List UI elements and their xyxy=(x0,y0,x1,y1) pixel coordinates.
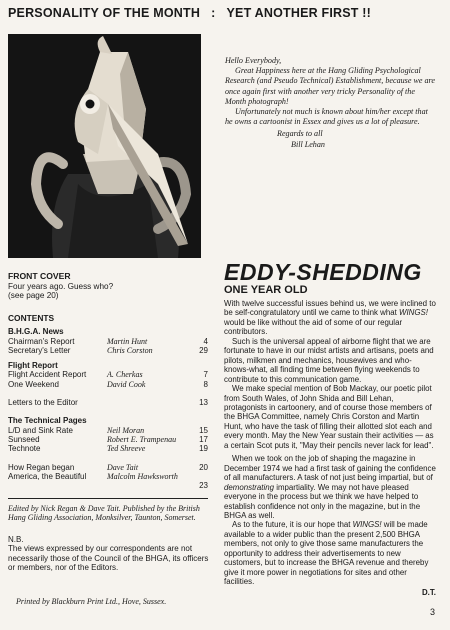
contents-row-page: 7 xyxy=(203,370,208,380)
article-body xyxy=(224,299,436,597)
contents-row-author: Martin Hunt xyxy=(107,336,148,346)
printer-credit: Printed by Blackburn Print Ltd., Hove, Sussex. xyxy=(16,597,167,606)
contents-row xyxy=(8,370,208,379)
contents-row xyxy=(8,472,208,481)
front-cover-heading: FRONT COVER xyxy=(8,271,71,281)
letter-salutation: Hello Everybody, xyxy=(225,56,282,65)
nb-label: N.B. xyxy=(8,535,24,544)
contents-row xyxy=(8,481,208,490)
contents-row-page: 23 xyxy=(199,481,208,491)
contents-row-title: One Weekend xyxy=(8,379,59,389)
emphasis: WINGS! xyxy=(352,520,382,530)
contents-row-author: Dave Tait xyxy=(107,462,139,472)
contents-row xyxy=(8,346,208,355)
contents-row xyxy=(8,463,208,472)
contents-row xyxy=(8,435,208,444)
front-cover-block xyxy=(8,272,208,301)
contents-row-page: 4 xyxy=(203,336,208,346)
article-initials: D.T. xyxy=(421,587,436,597)
page-number: 3 xyxy=(430,607,436,617)
contents-row-author: David Cook xyxy=(107,379,146,389)
article-title: EDDY-SHEDDING xyxy=(224,259,422,285)
contents-row xyxy=(8,426,208,435)
contents-row-author xyxy=(107,398,194,407)
front-cover-line-1: Four years ago. Guess who? xyxy=(8,281,114,291)
contents-row-page: 17 xyxy=(199,434,208,444)
paragraph-text: With twelve successful issues behind us, we were inclined to be self-congratulatory until we came to think what xyxy=(224,299,436,318)
contents-row-page: 19 xyxy=(199,444,208,454)
personality-photo xyxy=(8,34,201,258)
contents-row xyxy=(8,380,208,389)
contents-row-author xyxy=(107,481,194,490)
paragraph-text: will be made available to a wider public than the present 2,500 BHGA members, not only to give those same manufacturers the opportunity to address their advertisements to new customers, but to increase the BHGA revenue and thereby give it more power in negotiations for sites and other facilities. xyxy=(224,520,429,587)
contents-row-author: Robert E. Trampenau xyxy=(107,434,177,444)
page-header xyxy=(8,6,444,20)
contents-row-page: 8 xyxy=(203,379,208,389)
emphasis: demonstrating xyxy=(224,482,275,492)
contents-row-title: How Regan began xyxy=(8,462,75,472)
contents-block xyxy=(8,314,208,490)
contents-section-title: Flight Report xyxy=(8,361,58,371)
contents-row xyxy=(8,398,208,407)
header-right: YET ANOTHER FIRST !! xyxy=(226,6,372,20)
header-left: PERSONALITY OF THE MONTH xyxy=(8,6,201,20)
letter-signature: Bill Lehan xyxy=(291,139,325,149)
contents-row-title: Letters to the Editor xyxy=(8,398,78,408)
contents-row-author: Neil Moran xyxy=(107,425,145,435)
contents-row-page xyxy=(194,472,208,481)
contents-row-title: America, the Beautiful xyxy=(8,471,87,481)
contents-row-title: Chairman's Report xyxy=(8,336,75,346)
paragraph-text: As to the future, it is our hope that xyxy=(232,520,353,530)
emphasis: WINGS! xyxy=(399,308,428,318)
contents-row-page: 13 xyxy=(199,398,208,408)
contents-row-page: 20 xyxy=(199,462,208,472)
article-paragraph: We make special mention of Bob Mackay, our poetic pilot from South Wales, of John Shida and Bill Lehan, protagonists in cartoonery, and of course those members of the BHGA Committee, namely Chris Corston and Martin Hunt, who have the task of filling their allotted slot each and every month. May the New Year sustain their activities — as a certain Scot puts it, "May their pencils never lack for lead". xyxy=(224,384,434,450)
contents-heading: CONTENTS xyxy=(8,313,55,323)
contents-row xyxy=(8,337,208,346)
article-paragraph xyxy=(224,454,436,520)
contents-row-author: A. Cherkas xyxy=(107,370,143,380)
front-cover-line-2: (see page 20) xyxy=(8,291,59,301)
letter-regards: Regards to all xyxy=(277,129,323,139)
paragraph-text: would be like without the aid of some of our regular contributors. xyxy=(224,317,403,337)
header-separator: : xyxy=(211,6,216,20)
divider xyxy=(8,498,208,499)
disclaimer xyxy=(8,535,213,573)
bird-mask-figure-illustration xyxy=(8,34,201,258)
contents-row-title: Technote xyxy=(8,444,41,454)
editor-letter xyxy=(225,56,435,150)
contents-row-author: Chris Corston xyxy=(107,345,153,355)
contents-row-page: 15 xyxy=(199,425,208,435)
article-subtitle: ONE YEAR OLD xyxy=(224,284,308,296)
paragraph-text: When we took on the job of shaping the magazine in December 1974 we had a first task of gaining the confidence of all manufacturers. A task of not just being impartial, but of xyxy=(224,454,436,483)
contents-row-author: Malcolm Hawksworth xyxy=(107,471,178,481)
contents-row-title: L/D and Sink Rate xyxy=(8,425,73,435)
contents-section-title: The Technical Pages xyxy=(8,416,87,426)
article-paragraph xyxy=(224,520,436,586)
letter-body-2: Unfortunately not much is known about him/her except that he owns a cartoonist in Essex and gives us a lot of pleasure. xyxy=(225,107,428,127)
contents-row-title: Sunseed xyxy=(8,434,40,444)
contents-row-title xyxy=(8,481,107,490)
contents-row-page: 29 xyxy=(199,345,208,355)
article-paragraph: Such is the universal appeal of airborne flight that we are fortunate to have in our midst artists and artisans, poets and pilots, milkmen and mechanics, housewives and who-knows-what, all finding time between flying weekends to contribute to this communication game. xyxy=(224,336,434,384)
contents-row-title: Secretary's Letter xyxy=(8,345,71,355)
paragraph-text: impartiality. We may not have pleased everyone in the process but we think we have helped to establish confidence not only in the magazine, but in the BHGA as well. xyxy=(224,482,421,520)
contents-row-author: Ted Shreeve xyxy=(107,444,146,454)
article-paragraph xyxy=(224,299,436,337)
contents-row-title: Flight Accident Report xyxy=(8,370,87,380)
contents-section-title: B.H.G.A. News xyxy=(8,327,64,337)
contents-row xyxy=(8,444,208,453)
letter-body-1: Great Happiness here at the Hang Gliding Psychological Research (and Pseudo Technical) Establishment, because we are once again first with another very tricky Personality of the Month photograph! xyxy=(225,66,435,106)
nb-text: The views expressed by our correspondents are not necessarily those of the Council of the BHGA, its officers or members, nor of the Editors. xyxy=(8,544,209,573)
edited-by: Edited by Nick Regan & Dave Tait. Published by the British Hang Gliding Association, Monksilver, Taunton, Somerset. xyxy=(8,504,200,523)
